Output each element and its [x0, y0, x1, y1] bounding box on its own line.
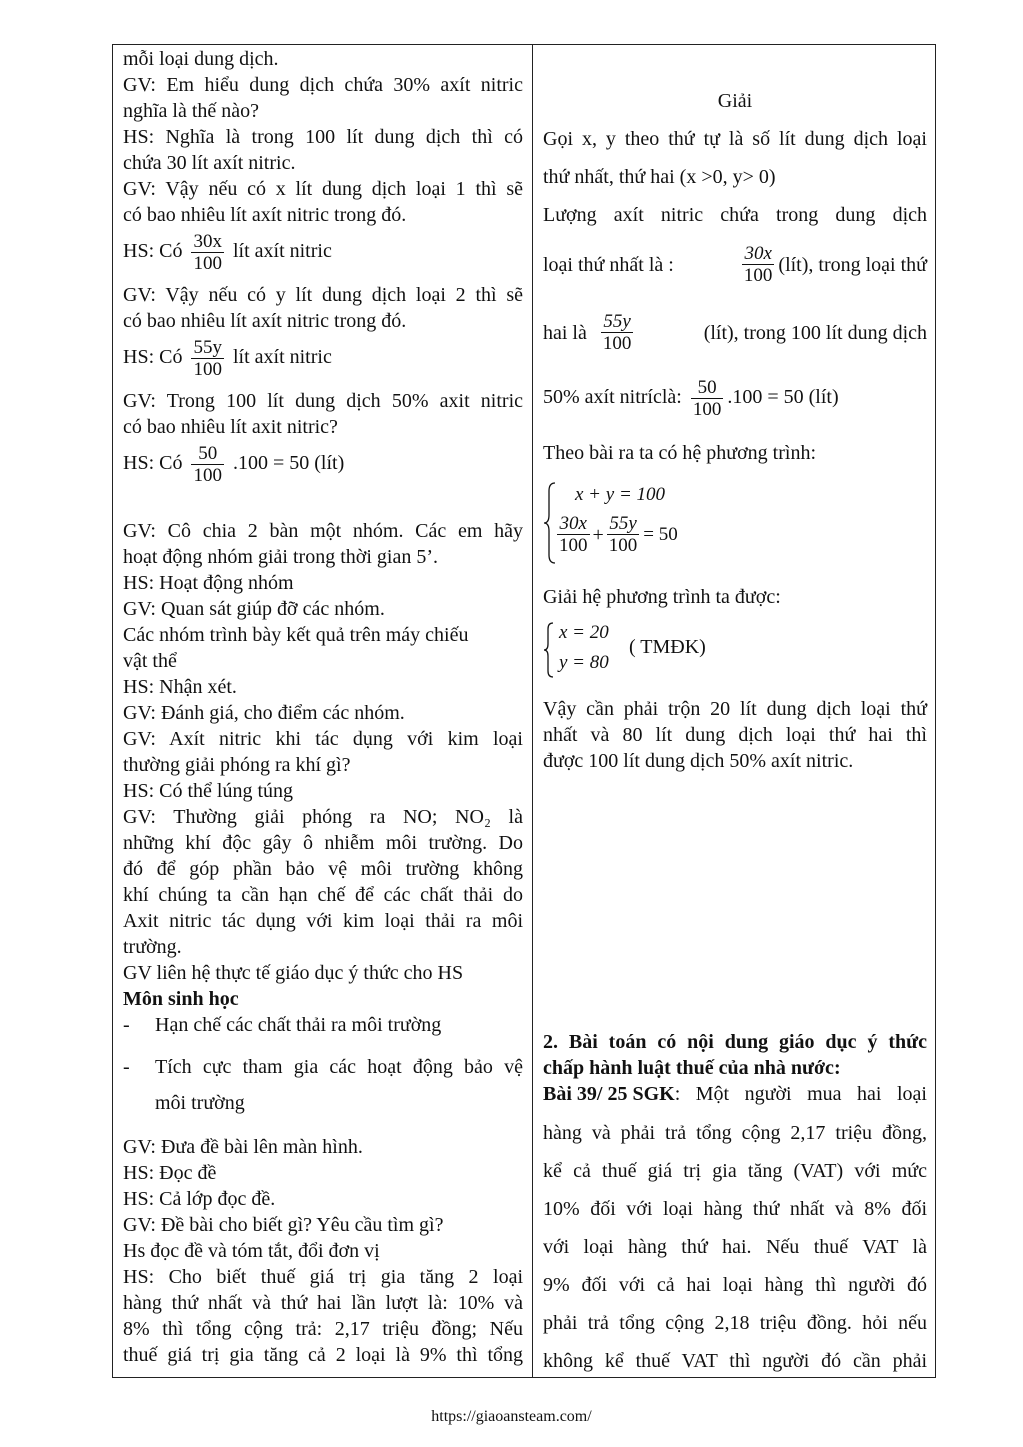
fraction-denominator: 100 — [602, 333, 632, 354]
text-line: 8% thì tổng cộng trả: 2,17 triệu đồng; Nếu — [123, 1318, 523, 1340]
hs-answer-3 — [123, 443, 344, 486]
fraction-numerator: 55y — [601, 311, 634, 333]
text-line: Giải hệ phương trình ta được: — [543, 586, 781, 608]
equation-system — [543, 481, 743, 565]
hs-answer-1 — [123, 231, 332, 274]
text-line: mỗi loại dung dịch. — [123, 48, 279, 70]
answer-prefix: HS: Có — [123, 452, 183, 475]
fraction-denominator: 100 — [193, 465, 222, 486]
text-line: hàng thứ nhất và thứ hai lần lượt là: 10% và — [123, 1292, 523, 1314]
text-line: có bao nhiêu lít axít nitric trong đó. — [123, 204, 407, 226]
math-prefix: loại thứ nhất là : — [543, 253, 674, 276]
text-line: GV: Em hiểu dung dịch chứa 30% axít nitric — [123, 74, 523, 96]
text-line: GV: Đưa đề bài lên màn hình. — [123, 1136, 363, 1158]
math-line — [543, 311, 927, 354]
text-line: HS: Đọc đề — [123, 1162, 217, 1184]
fraction-denominator: 100 — [193, 253, 222, 274]
text-line: 9% đối với cả hai loại hàng thì người đó — [543, 1274, 927, 1296]
text-line: HS: Cả lớp đọc đề. — [123, 1188, 276, 1210]
text-line: đó để góp phần bảo vệ môi trường không — [123, 858, 523, 880]
text-line: GV liên hệ thực tế giáo dục ý thức cho HS — [123, 962, 464, 984]
text-line: hoạt động nhóm giải trong thời gian 5’. — [123, 546, 438, 568]
text-line: GV: Axít nitric khi tác dụng với kim loại — [123, 728, 523, 750]
text-line: GV: Đánh giá, cho điểm các nhóm. — [123, 702, 405, 724]
equation-2: y = 80 — [559, 652, 609, 673]
fraction-numerator: 30x — [557, 513, 590, 535]
text-line: GV: Thường giải phóng ra NO; NO₂ là — [123, 806, 523, 828]
text-line: HS: Có thể lúng túng — [123, 780, 294, 802]
text-line: GV: Quan sát giúp đỡ các nhóm. — [123, 598, 385, 620]
problem-label: Bài 39/ 25 SGK — [543, 1083, 675, 1105]
text-line: GV: Cô chia 2 bàn một nhóm. Các em hãy — [123, 520, 523, 542]
answer-prefix: HS: Có — [123, 240, 183, 263]
text-line: HS: Nghĩa là trong 100 lít dung dịch thì có — [123, 126, 523, 148]
text-line: HS: Hoạt động nhóm — [123, 572, 294, 594]
fraction — [191, 443, 224, 486]
fraction-denominator: 100 — [743, 265, 773, 286]
fraction — [601, 311, 634, 354]
answer-suffix: lít axít nitric — [232, 240, 332, 263]
fraction — [742, 243, 775, 286]
fraction — [607, 513, 640, 556]
solution-title: Giải — [717, 90, 753, 112]
bullet-dash: - — [123, 1014, 130, 1036]
text-line: GV: Đề bài cho biết gì? Yêu cầu tìm gì? — [123, 1214, 444, 1236]
text-line: HS: Cho biết thuế giá trị gia tăng 2 loại — [123, 1266, 523, 1288]
fraction — [691, 377, 724, 420]
text-line: thường giải phóng ra khí gì? — [123, 754, 351, 776]
text-line: nghĩa là thế nào? — [123, 100, 260, 122]
text-line: hàng và phải trả tổng cộng 2,17 triệu đồng, — [543, 1122, 927, 1144]
fraction-denominator: 100 — [559, 535, 588, 556]
math-suffix: (lít), trong loại thứ — [778, 253, 927, 276]
text-line: được 100 lít dung dịch 50% axít nitric. — [543, 750, 854, 772]
text-line: GV: Trong 100 lít dung dịch 50% axit nitric — [123, 390, 523, 412]
text-line: có bao nhiêu lít axit nitric? — [123, 416, 338, 438]
answer-prefix: HS: Có — [123, 346, 183, 369]
section-heading: 2. Bài toán có nội dung giáo dục ý thức — [543, 1031, 927, 1053]
problem-line — [543, 1082, 927, 1106]
equation-1: x = 20 — [559, 622, 609, 643]
text-line: chứa 30 lít axít nitric. — [123, 152, 296, 174]
text-line: khí chúng ta cần hạn chế để các chất thải do — [123, 884, 523, 906]
section-heading: Môn sinh học — [123, 988, 239, 1010]
text-line: nhất và 80 lít dung dịch loại thứ hai thì — [543, 724, 927, 746]
bullet-text-continued: môi trường — [155, 1092, 245, 1114]
fraction — [557, 513, 590, 556]
column-divider — [532, 45, 533, 1377]
text-line: Hs đọc đề và tóm tắt, đổi đơn vị — [123, 1240, 380, 1262]
bullet-item — [123, 1013, 441, 1037]
condition-note: ( TMĐK) — [629, 636, 706, 658]
footer-url: https://giaoansteam.com/ — [431, 1408, 592, 1425]
equation-2 — [557, 513, 678, 556]
hs-answer-2 — [123, 337, 332, 380]
problem-text: : Một người mua hai loại — [674, 1083, 927, 1105]
lesson-table — [112, 44, 936, 1378]
text-line: thuế giá trị gia tăng cả 2 loại là 9% thì tổng — [123, 1344, 523, 1366]
text-line: với loại hàng thứ hai. Nếu thuế VAT là — [543, 1236, 927, 1258]
fraction-numerator: 55y — [193, 337, 222, 358]
bullet-item — [123, 1055, 523, 1079]
text-line: Vậy cần phải trộn 20 lít dung dịch loại thứ — [543, 698, 927, 720]
math-suffix: (lít), trong 100 lít dung dịch — [703, 321, 927, 344]
fraction-numerator: 50 — [691, 377, 724, 399]
text-line: Axit nitric tác dụng với kim loại thải ra môi — [123, 910, 523, 932]
math-prefix: 50% axít nitríclà: — [543, 386, 682, 409]
text-line: kể cả thuế giá trị gia tăng (VAT) với mức — [543, 1160, 927, 1182]
fraction-numerator: 30x — [742, 243, 775, 265]
answer-suffix: .100 = 50 (lít) — [232, 452, 345, 475]
text-line: Lượng axít nitric chứa trong dung dịch — [543, 204, 927, 226]
text-line: có bao nhiêu lít axít nitric trong đó. — [123, 310, 407, 332]
equation-system — [543, 621, 763, 679]
bullet-dash: - — [123, 1056, 130, 1078]
fraction-denominator: 100 — [692, 399, 722, 420]
text-line: không kể thuế VAT thì người đó cần phải — [543, 1350, 927, 1372]
text-line: Theo bài ra ta có hệ phương trình: — [543, 442, 816, 464]
fraction — [191, 337, 224, 380]
text-line: Gọi x, y theo thứ tự là số lít dung dịch loại — [543, 128, 927, 150]
fraction-numerator: 55y — [607, 513, 640, 535]
text-line: HS: Nhận xét. — [123, 676, 237, 698]
text-line: những khí độc gây ô nhiễm môi trường. Do — [123, 832, 523, 854]
text-line: phải trả tổng cộng 2,18 triệu đồng. hỏi nếu — [543, 1312, 927, 1334]
text-line: vật thể — [123, 650, 177, 672]
fraction-denominator: 100 — [193, 359, 222, 380]
fraction-numerator: 50 — [191, 443, 224, 465]
math-line — [543, 243, 927, 286]
text-line: GV: Vậy nếu có y lít dung dịch loại 2 thì sẽ — [123, 284, 523, 306]
plus-sign: + — [592, 523, 604, 546]
math-suffix: .100 = 50 (lít) — [727, 386, 839, 409]
math-prefix: hai là — [543, 321, 587, 344]
math-line — [543, 377, 839, 420]
text-line: Các nhóm trình bày kết quả trên máy chiếu — [123, 624, 469, 646]
bullet-text: Hạn chế các chất thải ra môi trường — [155, 1014, 442, 1036]
bullet-text: Tích cực tham gia các hoạt động bảo vệ — [155, 1056, 523, 1078]
text-line: GV: Vậy nếu có x lít dung dịch loại 1 thì sẽ — [123, 178, 523, 200]
answer-suffix: lít axít nitric — [232, 346, 332, 369]
section-heading: chấp hành luật thuế của nhà nước: — [543, 1057, 841, 1079]
fraction-numerator: 30x — [193, 231, 222, 252]
text-line: 10% đối với loại hàng thứ nhất và 8% đối — [543, 1198, 927, 1220]
fraction-denominator: 100 — [608, 535, 638, 556]
text-line: trường. — [123, 936, 182, 958]
brace-icon — [543, 621, 555, 679]
equation-rhs: = 50 — [643, 523, 678, 545]
fraction — [191, 231, 224, 274]
equation-1: x + y = 100 — [575, 484, 666, 505]
text-line: thứ nhất, thứ hai (x >0, y> 0) — [543, 166, 776, 188]
